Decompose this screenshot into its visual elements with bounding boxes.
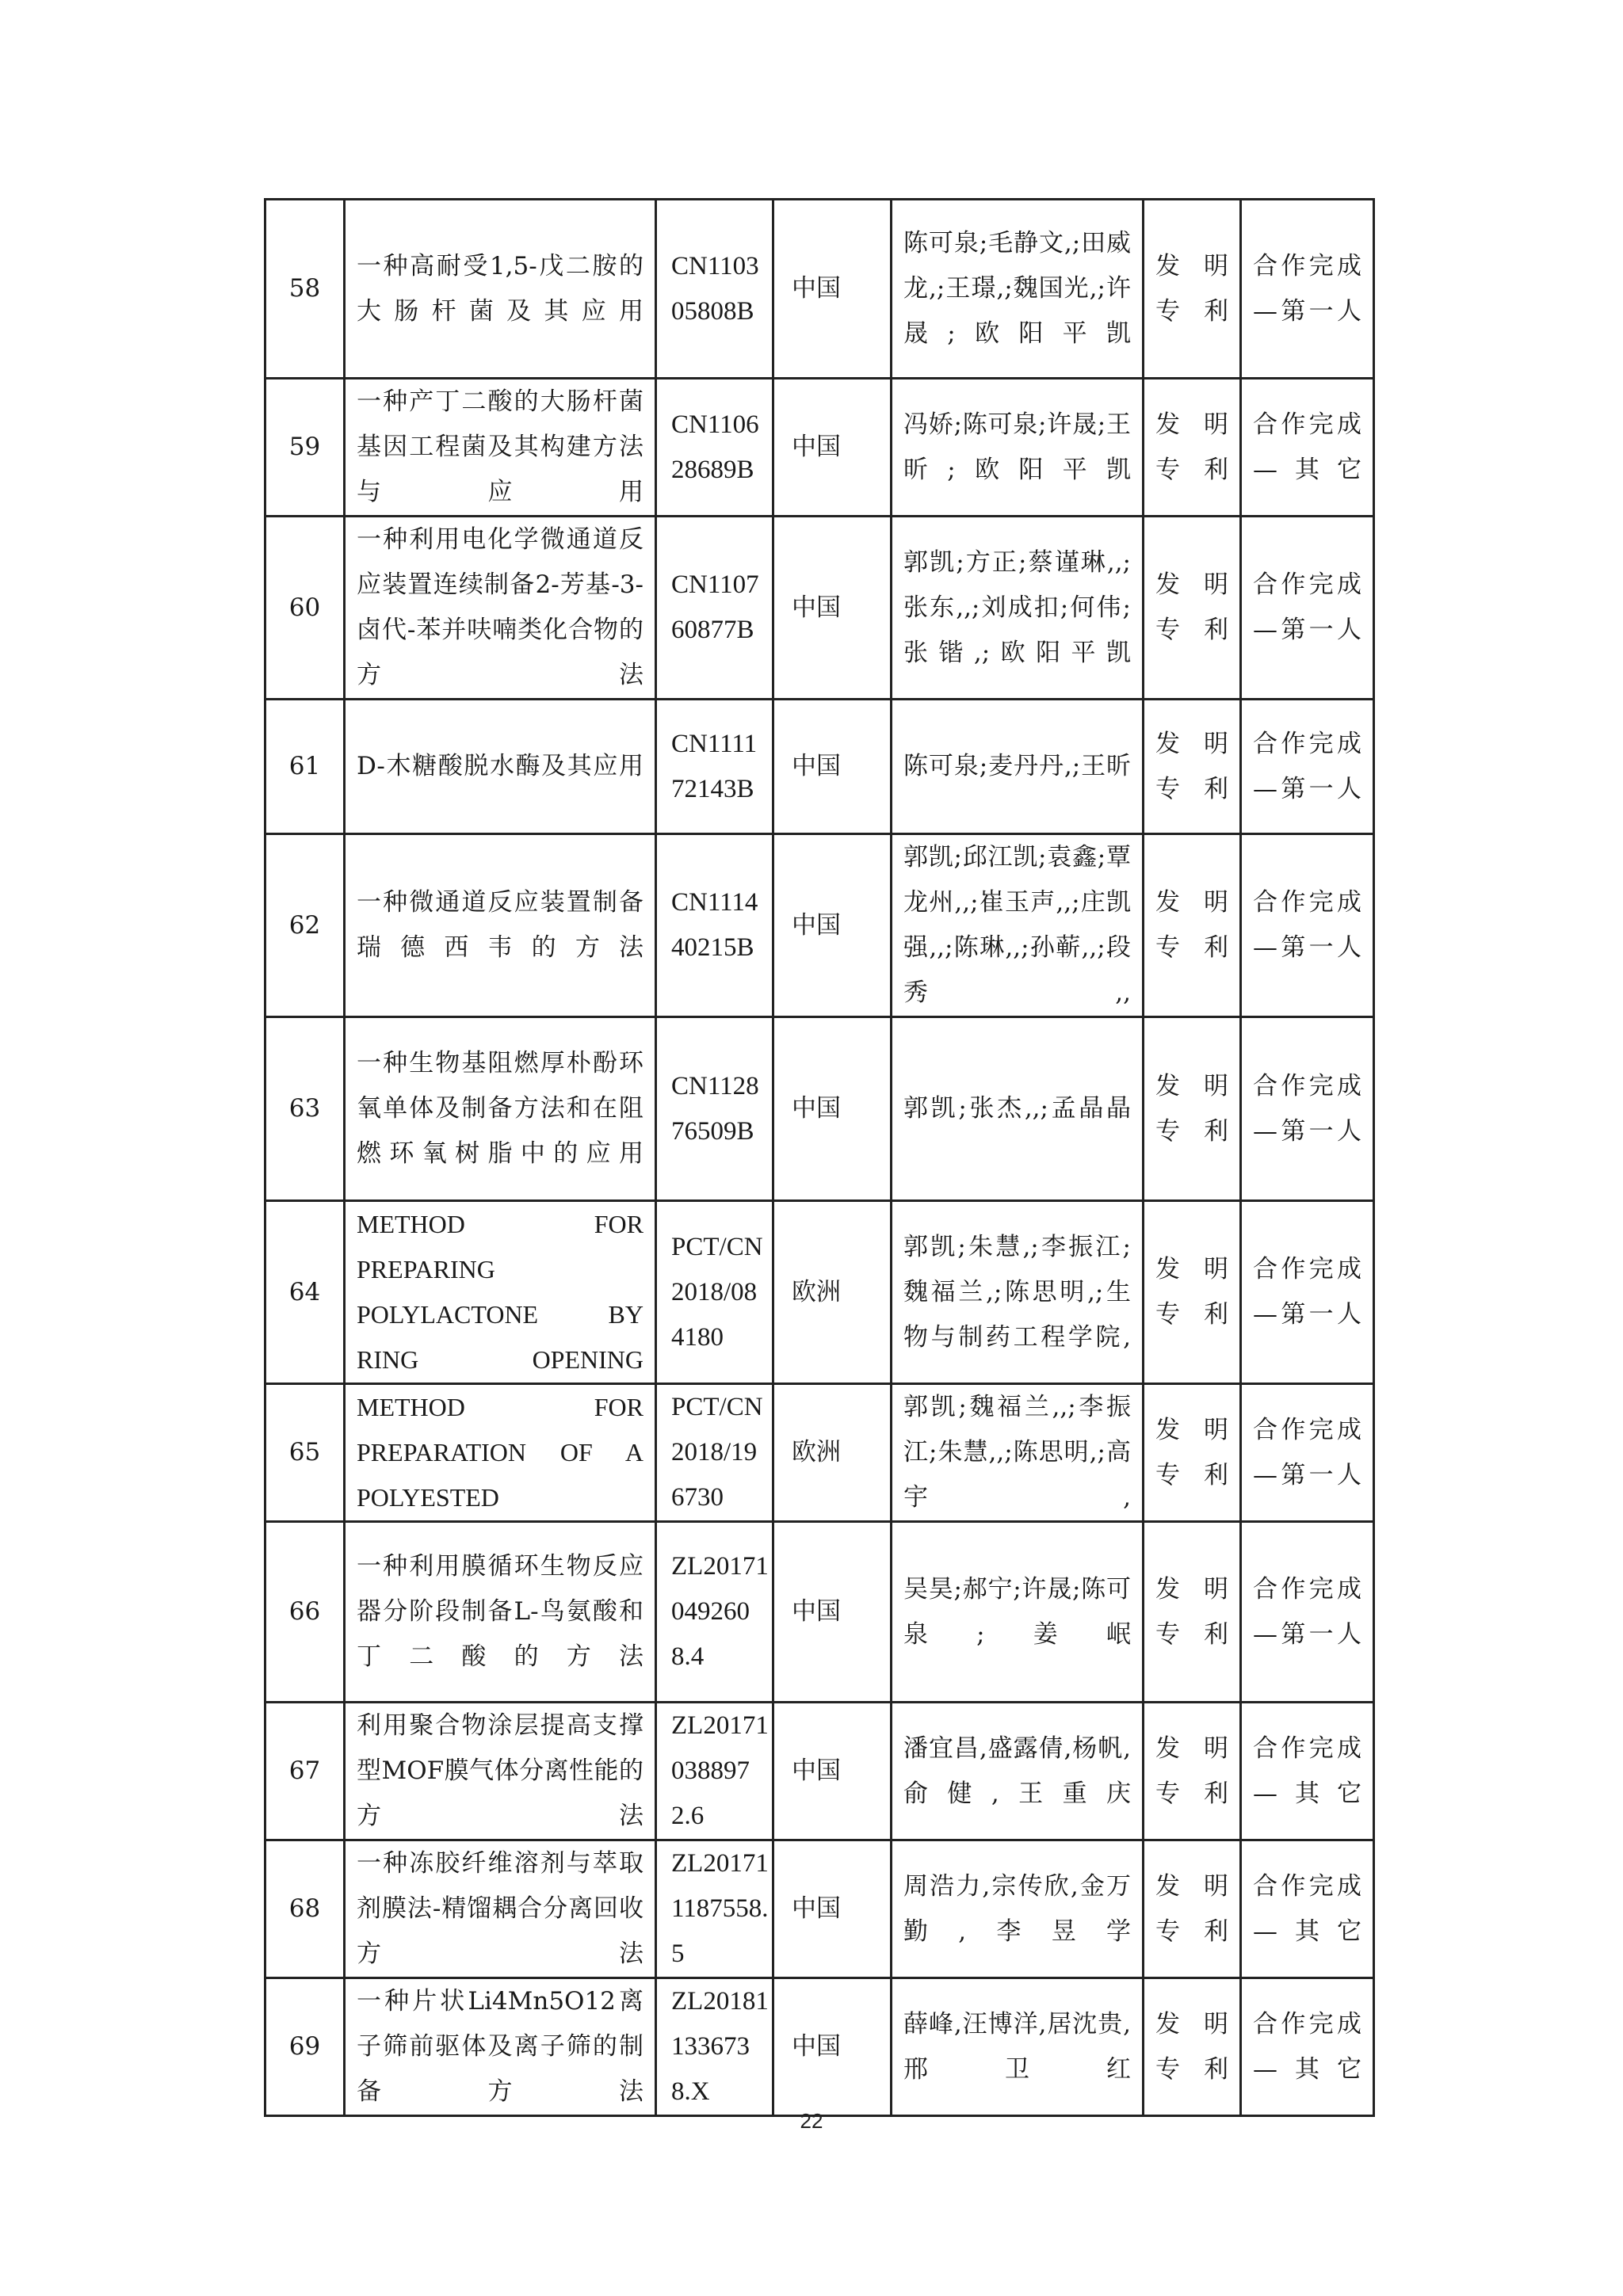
patent-number: CN112876509B — [656, 1017, 773, 1201]
table-row — [265, 200, 1374, 379]
cooperation-mode: 合作完成—第一人 — [1241, 1384, 1374, 1522]
table-row — [265, 1384, 1374, 1522]
table-row — [265, 1978, 1374, 2116]
patent-number: PCT/CN2018/196730 — [656, 1384, 773, 1522]
cooperation-mode: 合作完成—第一人 — [1241, 700, 1374, 834]
patent-inventors: 冯娇;陈可泉;许晟;王昕;欧阳平凯 — [892, 379, 1144, 517]
row-number: 63 — [265, 1017, 345, 1201]
patent-type: 发明专利 — [1144, 1201, 1241, 1384]
patent-type: 发明专利 — [1144, 1703, 1241, 1840]
cooperation-mode: 合作完成—其它 — [1241, 1703, 1374, 1840]
patent-number: ZL201711187558.5 — [656, 1840, 773, 1978]
row-number: 60 — [265, 517, 345, 700]
patent-type: 发明专利 — [1144, 834, 1241, 1017]
patent-number: ZL201811336738.X — [656, 1978, 773, 2116]
patent-inventors: 薛峰,汪博洋,居沈贵,邢卫红 — [892, 1978, 1144, 2116]
cooperation-mode: 合作完成—其它 — [1241, 1840, 1374, 1978]
patent-title: 一种片状Li4Mn5O12离子筛前驱体及离子筛的制备方法 — [345, 1978, 656, 2116]
table-row — [265, 1840, 1374, 1978]
table-row — [265, 700, 1374, 834]
patent-title: D-木糖酸脱水酶及其应用 — [345, 700, 656, 834]
row-number: 64 — [265, 1201, 345, 1384]
patent-title: 一种生物基阻燃厚朴酚环氧单体及制备方法和在阻燃环氧树脂中的应用 — [345, 1017, 656, 1201]
patent-number: CN110305808B — [656, 200, 773, 379]
patent-title: 一种高耐受1,5-戊二胺的大肠杆菌及其应用 — [345, 200, 656, 379]
patent-number: CN111440215B — [656, 834, 773, 1017]
patent-country: 中国 — [773, 1017, 892, 1201]
table-row — [265, 1522, 1374, 1703]
patent-title: 一种产丁二酸的大肠杆菌基因工程菌及其构建方法与应用 — [345, 379, 656, 517]
patent-country: 中国 — [773, 200, 892, 379]
patent-country: 中国 — [773, 1978, 892, 2116]
patent-number: CN110628689B — [656, 379, 773, 517]
table-body — [265, 200, 1374, 2116]
patent-type: 发明专利 — [1144, 1978, 1241, 2116]
row-number: 58 — [265, 200, 345, 379]
row-number: 69 — [265, 1978, 345, 2116]
patent-country: 中国 — [773, 379, 892, 517]
cooperation-mode: 合作完成—第一人 — [1241, 1017, 1374, 1201]
row-number: 62 — [265, 834, 345, 1017]
patent-inventors: 郭凯;方正;蔡谨琳,,;张东,,;刘成扣;何伟;张锴,;欧阳平凯 — [892, 517, 1144, 700]
patent-title: METHOD FOR PREPARING POLYLACTONE BY RING OPENING — [345, 1201, 656, 1384]
patent-number: ZL201710492608.4 — [656, 1522, 773, 1703]
patent-number: ZL201710388972.6 — [656, 1703, 773, 1840]
table-row — [265, 379, 1374, 517]
cooperation-mode: 合作完成—第一人 — [1241, 834, 1374, 1017]
patent-title: 一种冻胶纤维溶剂与萃取剂膜法-精馏耦合分离回收方法 — [345, 1840, 656, 1978]
patent-country: 中国 — [773, 834, 892, 1017]
patent-inventors: 吴昊;郝宁;许晟;陈可泉;姜岷 — [892, 1522, 1144, 1703]
patent-table — [264, 198, 1375, 2117]
patent-country: 中国 — [773, 1522, 892, 1703]
row-number: 68 — [265, 1840, 345, 1978]
patent-type: 发明专利 — [1144, 379, 1241, 517]
patent-country: 中国 — [773, 1703, 892, 1840]
patent-type: 发明专利 — [1144, 200, 1241, 379]
patent-title: 一种利用膜循环生物反应器分阶段制备L-鸟氨酸和丁二酸的方法 — [345, 1522, 656, 1703]
patent-country: 中国 — [773, 1840, 892, 1978]
row-number: 66 — [265, 1522, 345, 1703]
patent-country: 欧洲 — [773, 1201, 892, 1384]
cooperation-mode: 合作完成—其它 — [1241, 379, 1374, 517]
patent-inventors: 郭凯;魏福兰,,;李振江;朱慧,,;陈思明,;高宇, — [892, 1384, 1144, 1522]
patent-inventors: 周浩力,宗传欣,金万勤,李昱学 — [892, 1840, 1144, 1978]
table-row — [265, 1703, 1374, 1840]
patent-number: CN111172143B — [656, 700, 773, 834]
patent-title: METHOD FOR PREPARATION OF A POLYESTED — [345, 1384, 656, 1522]
cooperation-mode: 合作完成—第一人 — [1241, 1522, 1374, 1703]
patent-number: PCT/CN2018/084180 — [656, 1201, 773, 1384]
patent-number: CN110760877B — [656, 517, 773, 700]
patent-inventors: 郭凯;邱江凯;袁鑫;覃龙州,,;崔玉声,,;庄凯强,,;陈琳,,;孙蕲,,;段秀,, — [892, 834, 1144, 1017]
patent-type: 发明专利 — [1144, 1522, 1241, 1703]
patent-inventors: 郭凯;张杰,,;孟晶晶 — [892, 1017, 1144, 1201]
patent-type: 发明专利 — [1144, 1384, 1241, 1522]
patent-inventors: 陈可泉;毛静文,;田威龙,;王璟,;魏国光,;许晟;欧阳平凯 — [892, 200, 1144, 379]
patent-type: 发明专利 — [1144, 517, 1241, 700]
patent-type: 发明专利 — [1144, 700, 1241, 834]
patent-inventors: 陈可泉;麦丹丹,;王昕 — [892, 700, 1144, 834]
patent-type: 发明专利 — [1144, 1840, 1241, 1978]
table-row — [265, 1017, 1374, 1201]
patent-inventors: 郭凯;朱慧,;李振江;魏福兰,;陈思明,;生物与制药工程学院, — [892, 1201, 1144, 1384]
patent-title: 一种利用电化学微通道反应装置连续制备2-芳基-3-卤代-苯并呋喃类化合物的方法 — [345, 517, 656, 700]
patent-title: 一种微通道反应装置制备瑞德西韦的方法 — [345, 834, 656, 1017]
cooperation-mode: 合作完成—第一人 — [1241, 200, 1374, 379]
cooperation-mode: 合作完成—第一人 — [1241, 1201, 1374, 1384]
patent-country: 中国 — [773, 700, 892, 834]
row-number: 67 — [265, 1703, 345, 1840]
patent-title: 利用聚合物涂层提高支撑型MOF膜气体分离性能的方法 — [345, 1703, 656, 1840]
patent-country: 欧洲 — [773, 1384, 892, 1522]
table-row — [265, 517, 1374, 700]
row-number: 65 — [265, 1384, 345, 1522]
patent-country: 中国 — [773, 517, 892, 700]
table-row — [265, 1201, 1374, 1384]
page-number: 22 — [800, 2109, 823, 2133]
cooperation-mode: 合作完成—第一人 — [1241, 517, 1374, 700]
patent-inventors: 潘宜昌,盛露倩,杨帆,俞健,王重庆 — [892, 1703, 1144, 1840]
table-row — [265, 834, 1374, 1017]
patent-type: 发明专利 — [1144, 1017, 1241, 1201]
row-number: 59 — [265, 379, 345, 517]
cooperation-mode: 合作完成—其它 — [1241, 1978, 1374, 2116]
row-number: 61 — [265, 700, 345, 834]
